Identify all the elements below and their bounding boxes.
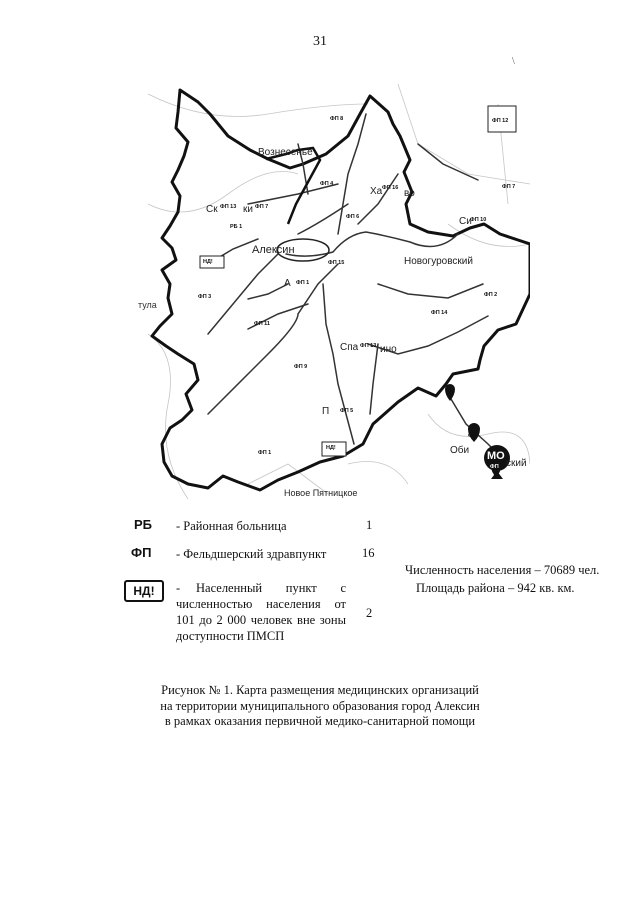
inner-roads bbox=[208, 114, 508, 464]
label-spa: Спа bbox=[340, 342, 359, 353]
nd-tag: НД! bbox=[326, 445, 336, 451]
legend-nd-text bbox=[176, 580, 346, 644]
fp-tag: ФП 14 bbox=[431, 310, 448, 316]
label-sky: ский bbox=[506, 458, 527, 469]
fp-tag: ФП 10 bbox=[470, 217, 487, 223]
label-novoe-pyatnitskoe: Новое Пятницкое bbox=[284, 488, 358, 498]
legend-nd-description: Населенный пункт с численностью населения от 101 до 2 000 человек вне зоны доступности ПМСП bbox=[176, 581, 346, 643]
label-aleksin: Алексин bbox=[252, 244, 295, 256]
label-ki: ки bbox=[243, 204, 253, 215]
area-text: Площадь района – 942 кв. км. bbox=[416, 581, 575, 595]
nd-boxes bbox=[200, 106, 516, 456]
caption-line-3: в рамках оказания первичной медико-санитарной помощи bbox=[164, 714, 476, 728]
fp-tag: ФП 3 bbox=[198, 294, 212, 300]
legend-fp-count: 16 bbox=[362, 546, 375, 560]
label-obi: Оби bbox=[450, 445, 470, 456]
legend-nd-count: 2 bbox=[366, 606, 373, 620]
figure-caption bbox=[0, 683, 640, 730]
label-sk: Ск bbox=[206, 204, 218, 215]
legend-rb-count: 1 bbox=[366, 518, 373, 532]
legend-fp-text: - Фельдшерский здравпункт bbox=[176, 547, 327, 561]
population-text: Численность населения – 70689 чел. bbox=[405, 563, 600, 577]
fp-tag: ФП 1 bbox=[296, 280, 310, 286]
legend-fp-symbol: ФП bbox=[131, 545, 152, 560]
tick-mark: \ bbox=[512, 56, 515, 67]
label-si: Си bbox=[459, 216, 472, 227]
label-ha: Ха bbox=[370, 186, 383, 197]
caption-line-1: Рисунок № 1. Карта размещения медицинских организаций bbox=[161, 683, 479, 697]
fp-tag: РБ 1 bbox=[230, 224, 243, 230]
label-novogurovsky: Новогуровский bbox=[404, 256, 473, 267]
fp-tag: ФП 5 bbox=[340, 408, 354, 414]
legend-nd-symbol: НД! bbox=[124, 580, 164, 602]
legend-rb-text: - Районная больница bbox=[176, 519, 287, 533]
fp-tag: ФП 7 bbox=[502, 184, 516, 190]
nd-tag: НД! bbox=[203, 259, 213, 265]
label-voznesenye: Вознесенье bbox=[258, 147, 313, 158]
fp-tag: ФП 13 bbox=[360, 343, 377, 349]
fp-tag: ФП 7 bbox=[255, 204, 269, 210]
fp-tag: ФП bbox=[490, 464, 499, 470]
fp-tag: ФП 6 bbox=[346, 214, 360, 220]
fp-tag: ФП 16 bbox=[382, 185, 399, 191]
caption-line-2: на территории муниципального образования город Алексин bbox=[160, 698, 480, 713]
fp-tag: ФП 4 bbox=[320, 181, 334, 187]
label-pe: П bbox=[322, 406, 330, 417]
outside-label-tula: тула bbox=[138, 300, 157, 310]
mo-marker-label: МО bbox=[487, 450, 505, 462]
page-number: 31 bbox=[313, 34, 327, 49]
map-markers bbox=[445, 384, 510, 479]
fp-tag: ФП 12 bbox=[492, 118, 509, 124]
fp-tag: ФП 15 bbox=[328, 260, 345, 266]
district-stats bbox=[405, 561, 605, 597]
fp-tag: ФП 13 bbox=[220, 204, 237, 210]
fp-tag: ФП 11 bbox=[254, 321, 270, 327]
fp-tag: ФП 1 bbox=[258, 450, 272, 456]
district-map bbox=[148, 84, 530, 499]
legend-nd-dash: - bbox=[176, 581, 181, 595]
fp-tag: ФП 9 bbox=[294, 364, 308, 370]
legend-rb-symbol: РБ bbox=[134, 517, 153, 532]
fp-tag: ФП bbox=[468, 433, 477, 439]
fp-tag: ФП 8 bbox=[330, 116, 344, 122]
label-ino: ино bbox=[380, 344, 397, 355]
fp-tag: ФП 2 bbox=[484, 292, 498, 298]
label-a: А bbox=[284, 278, 291, 289]
label-vo: во bbox=[404, 188, 415, 199]
